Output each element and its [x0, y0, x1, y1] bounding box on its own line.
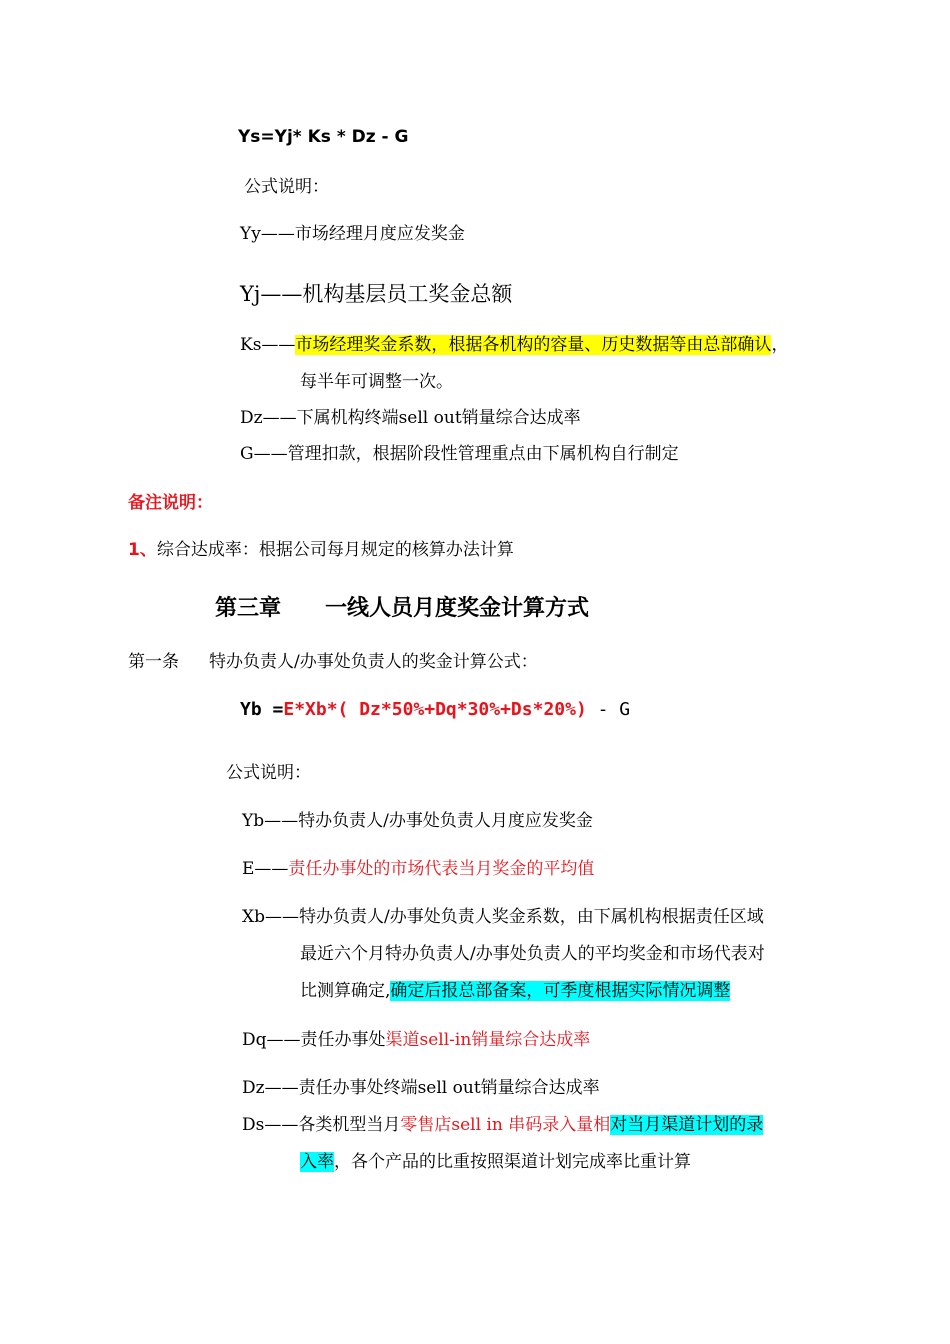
xb-line3-cyan: 确定后报总部备案，可季度根据实际情况调整	[390, 981, 731, 1001]
formula-yb	[240, 698, 630, 722]
definition-dz-2: Dz——责任办事处终端sell out销量综合达成率	[242, 1078, 600, 1098]
definition-xb-line3	[300, 979, 730, 1003]
ks-highlight: 市场经理奖金系数，根据各机构的容量、历史数据等由总部确认	[295, 335, 772, 355]
definition-ds-line2	[300, 1150, 691, 1174]
notes-item-1	[128, 538, 514, 562]
dq-red: 渠道sell-in销量综合达成率	[385, 1030, 591, 1050]
ds-prefix: Ds——各类机型当月	[242, 1115, 401, 1135]
definition-dz-1: Dz——下属机构终端sell out销量综合达成率	[240, 408, 581, 428]
article-1	[128, 650, 538, 674]
ds-cyan: 对当月渠道计划的录	[610, 1115, 764, 1135]
xb-line3-plain: 比测算确定,	[300, 981, 391, 1001]
formula-yb-red: E*Xb*( Dz*50%+Dq*30%+Ds*20%)	[283, 699, 587, 720]
definition-dq	[242, 1028, 590, 1052]
chapter3-title: 第三章 一线人员月度奖金计算方式	[215, 596, 590, 621]
notes-title: 备注说明：	[128, 493, 213, 513]
definition-yj: Yj——机构基层员工奖金总额	[240, 282, 513, 306]
ks-comma: ，	[771, 335, 789, 355]
definition-ds-line1	[242, 1113, 763, 1137]
formula-yb-tail: - G	[586, 699, 631, 720]
ds-red: 零售店sell in 串码录入量相	[400, 1115, 611, 1135]
article-1-label: 第一条	[128, 652, 179, 672]
formula-yb-lead: Yb =	[240, 699, 284, 720]
ds-line2-cyan: 入率	[300, 1152, 334, 1172]
definition-ks-line2: 每半年可调整一次。	[300, 372, 453, 392]
explain-label-1: 公式说明：	[244, 177, 329, 197]
dq-prefix: Dq——责任办事处	[242, 1030, 386, 1050]
notes-item-1-number: 1、	[128, 540, 157, 560]
e-prefix: E——	[242, 859, 289, 879]
definition-yy: Yy——市场经理月度应发奖金	[240, 224, 465, 244]
definition-e	[242, 857, 594, 881]
article-1-text: 特办负责人/办事处负责人的奖金计算公式：	[209, 652, 538, 672]
definition-yb: Yb——特办负责人/办事处负责人月度应发奖金	[242, 811, 593, 831]
ks-prefix: Ks——	[240, 335, 296, 355]
e-red: 责任办事处的市场代表当月奖金的平均值	[288, 859, 595, 879]
definition-ks	[240, 333, 788, 357]
explain-label-2: 公式说明：	[226, 763, 311, 783]
definition-g-1: G——管理扣款，根据阶段性管理重点由下属机构自行制定	[240, 444, 679, 464]
formula-ys: Ys=Yj* Ks * Dz - G	[238, 127, 409, 147]
definition-xb-line2: 最近六个月特办负责人/办事处负责人的平均奖金和市场代表对	[300, 944, 765, 964]
notes-item-1-text: 综合达成率：根据公司每月规定的核算办法计算	[156, 540, 514, 560]
definition-xb-line1: Xb——特办负责人/办事处负责人奖金系数，由下属机构根据责任区域	[242, 907, 764, 927]
ds-line2-rest: ，各个产品的比重按照渠道计划完成率比重计算	[334, 1152, 691, 1172]
